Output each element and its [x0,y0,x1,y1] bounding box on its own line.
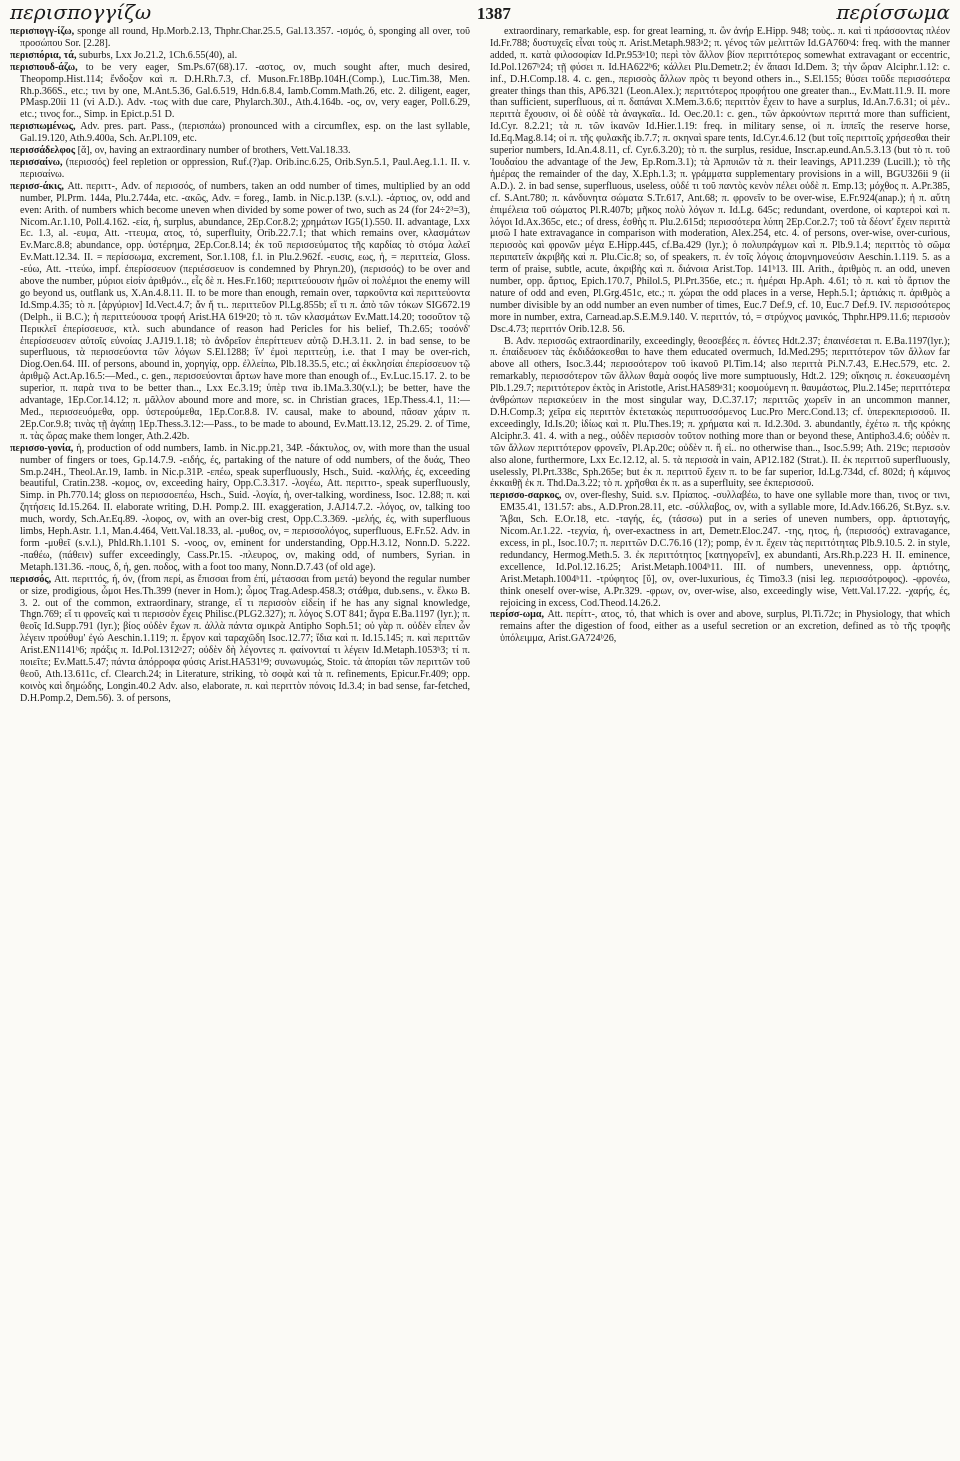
dictionary-entry [10,145,470,157]
left-column [10,26,470,1455]
entry-text: ἡ, production of odd numbers, Iamb. in Nic.pp.21, 34P. -δάκτυλος, ον, with more than the usual number of fingers or toes, Gp.14.7.9. -ειδής, ές, partaking of the nature of odd numbers, of the δυάς, Theo Sm.p.24H., Theol.Ar.19, Iamb. in Nic.p.31P. -επέω, speak superfluously, Hsch., Suid. -καλλής, ές, exceeding beautiful, Cratin.238. -κομος, ον, exceeding hairy, Opp.C.3.317. -λογέω, Att. περιττο-, speak superfluously, Simp. in Ph.770.14; gloss on περισσοεπέω, Hsch., Suid. -λογία, ἡ, over-talking, wordiness, Isoc. 12.88; π. καὶ ζητήσεις Id.15.264. II. elaborate writing, D.H. Pomp.2. III. exaggeration, J.AJ14.7.2. -λόγος, ον, talking too much, wordy, Sch.Ar.Eq.89. -λοφος, ον, with an over-big crest, Opp.C.3.369. -μελής, ές, with superfluous limbs, Heph.Astr. 1.1, Man.4.464, Vett.Val.18.33, al. -μυθος, ον, = περισσολόγος, superfluous, E.Fr.52. Adv. in form -μυθεῖ (s.v.l.), Phld.Rh.1.101 S. -νοος, ον, eminent for understanding, Opp.H.3.12, Nonn.D. 5.222. -παθέω, (πάθειν) suffer exceedingly, Cass.Pr.15. -πλευρος, ον, making odd, of numbers, Syrian. in Metaph.131.36. -πους, δ, ἡ, gen. ποδος, with a foot too many, Nonn.D.7.43 (of old age). [20,442,470,573]
right-guide-word: περίσσωμα [836,0,950,24]
dictionary-entry [490,336,950,491]
dictionary-entry [10,26,470,50]
entry-lemma: περισσός, [10,573,52,585]
entry-text: (περισσός) feel repletion or oppression, Ruf.(?)ap. Orib.inc.6.25, Orib.Syn.5.1, Paul.Aeg.1.1. II. v. περισαίνω. [20,156,470,180]
entry-text: ον, over-fleshy, Suid. s.v. Πρίαπος. -συλλαβέω, to have one syllable more than, τινος or τινι, EM35.41, 131.57: abs., A.D.Pron.28.11, etc. -σύλλαβος, ον, with a syllable more, Id.Adv.166.26, St.Byz. s.v. Ἄβαι, Sch. E.Or.18, etc. -ταγής, ές, (τάσσω) put in a series of uneven numbers, opp. ἀρτιοταγής, Nicom.Ar.1.22. -τεχνία, ἡ, over-exactness in art, Demetr.Eloc.247. -της, ητος, ἡ, (περισσός) extravagance, excess, in pl., Isoc.10.7; π. περιττῶν D.C.76.16 (1?); pomp, ἐν π. ἔχειν τὰς περιττότητας Plb.9.10.5. 2. in style, redundancy, Hermog.Meth.5. 3. ἐκ περιττότητος [κατηγορεῖν], ex abundanti, Ars.Rh.p.223 H. II. eminence, excellence, Id.Pol.12.16.25; Arist.Metaph.1004ᵇ11. III. of numbers, unevenness, opp. ἀρτιότης, Arist.Metaph.1004ᵇ11. -τρύφητος [ῠ], ον, over-luxurious, ἐς Timo3.3 (nisi leg. περισσότροφος). -φρονέω, think oneself over-wise, A.Pr.329. -φρων, ον, over-wise, also, exceedingly wise, Vett.Val.17.22. -χαρής, ές, rejoicing in excess, Cod.Theod.14.26.2. [500,490,950,609]
entry-lemma: περισπουδ-άζω, [10,61,78,73]
text-columns [10,26,950,1455]
entry-text: Adv. pres. part. Pass., (περισπάω) pronounced with a circumflex, esp. on the last syllable, Gal.19.120, Ath.9.400a, Sch. Ar.Pl.109, etc. [20,121,470,145]
dictionary-entry [10,443,470,574]
entry-text: sponge all round, Hp.Morb.2.13, Thphr.Char.25.5, Gal.13.357. -ισμός, ὁ, sponging all over, τοῦ προσώπου Sor. [2.28]. [20,26,470,49]
entry-text: Att. περιττός, ή, όν, (from περί, as ἔπισσαι from ἐπί, μέτασσαι from μετά) beyond the regular number or size, prodigious, ὦμοι Hes.Th.399 (never in Hom.); ὦμος Trag.Adesp.458.3; στάθμα, dub.sens., v. ἕλκω B. 3. 2. out of the common, extraordinary, strange, εἴ τι περισσὸν εἰδείη if he has any signal knowledge, Thgn.769; εἴ τι φρονεῖς καὶ τι περισσὸν ἔχεις Philisc.(PLG2.327); π. λόγος S.OT 841; ἄγρα E.Ba.1197 (lyr.); π. θεοῖς Id.Supp.791 (lyr.); βίος οὐδὲν ἔχων π. ἀλλὰ πάντα σμικρὰ Antipho Soph.51; οὐ γὰρ π. οὐδὲν εἶπεν ὧν λέγειν προύθυμ' ἐγώ Aeschin.1.119; π. ἔργον καὶ ταραχῶδη Isoc.12.77; ἴδια καὶ π. Id.15.145; π. καὶ περιττῶν Arist.EN1141ᵇ6; πράξις π. Id.Pol.1312ᵃ27; οὐδὲν δὴ λέγοντες π. φαίνονταί τι λέγειν Id.Metaph.1053ᵇ3; τί π. ποιεῖτε; Ev.Matt.5.47; πάντα ἀπόρροφα φύσις Arist.HA531ᵇ9; συνωνυμώς, Stoic. τὰ ἀπορίαι τῶν περιττῶν τοῦ θεοῦ, Ath.13.611c, cf. Clearch.24; in Literature, striking, τὸ σοφὰ καὶ τὰ π. refinements, Epicur.Fr.409; opp. κοινὸς καὶ δημώδης, Longin.40.2 Adv. also, elaborate, π. καὶ περιττὸν πόνοις Id.3.4; in bad sense, far-fetched, D.H.Pomp.2, Dem.56). 3. of persons, [20,573,470,704]
entry-text: [ᾰ], ον, having an extraordinary number of brothers, Vett.Val.18.33. [77,145,351,157]
entry-lemma: περισσαίνω, [10,156,63,168]
dictionary-entry [490,26,950,336]
entry-lemma: περισπόρια, τά, [10,49,77,61]
entry-text: to be very eager, Sm.Ps.67(68).17. -αστος, ον, much sought after, much desired, Theopomp.Hist.114; ἔνδοξον καὶ π. D.H.Rh.7.3, cf. Muson.Fr.18Bp.104H.(Comp.), Luc.Tim.38, Men. Rh.p.366S., etc.; τινι by one, M.Ant.5.36, Gal.6.519, Hdn.6.8.4, Iamb.Comm.Math.26, etc. 2. diligent, eager, PMasp.20ii 11 (vi A.D.). Adv. -τως with due care, Phylarch.30J., Ath.4.164b. -ος, ον, very eager, Poll.6.29, etc.; τινος for.., Simp. in Epict.p.51 D. [20,61,470,121]
dictionary-entry [10,62,470,122]
entry-lemma: περισπογγ-ίζω, [10,26,75,37]
left-guide-word: περισπογγίζω [10,0,152,24]
entry-lemma: περισσ-άκις, [10,180,64,192]
entry-lemma: περισσάδελφος [10,145,76,157]
right-column [490,26,950,1455]
entry-text: extraordinary, remarkable, esp. for great learning, π. ὢν ἀνήρ E.Hipp. 948; τοὺς.. π. καὶ τὶ πράσσοντας πλέον Id.Fr.788; δυστυχεῖς εἶναι τοὺς π. Arist.Metaph.983ᵃ2; π. γένος τῶν μελιττῶν Id.GA760ᵃ4: freq. with the manner added, π. κατὰ φιλοσοφίαν Id.Pr.953ᵃ10; περὶ τὸν ἄλλον βίον περιττότερος somewhat extravagant or eccentric, Id.Pol.1267ᵇ24; τῇ φύσει π. Id.HA622ᵇ6; κάλλει Plu.Demetr.2; ἐν ἅπασι Id.Dem. 3; τὴν ὥραν Alciphr.1.12: c. inf., D.H.Comp.18. 4. c. gen., περισσὸς ἄλλων πρὸς τι beyond others in.., S.El.155; θύσει τοῦδε περισσότερα greater things than this, AP6.321 (Leon.Alex.); περιττότερος προφήτου one greater than.., Ev.Matt.11.9. II. more than sufficient, superfluous, αἱ π. δαπάναι X.Mem.3.6.6; περιττὸν ἔχειν to have a surplus, Id.An.7.6.31; οἱ μὲν.. περιττὰ ἔχουσιν, οἱ δὲ οὐδὲ τὰ ἀναγκαῖα.. Id. Oec.20.1: c. gen., τῶν ἀρκούντων περιττά more than sufficient, Id.Cyr. 8.2.21; τὰ π. τῶν ἱκανῶν Id.Hier.1.19: freq. in military sense, οἱ π. ἱππεῖς the reserve horse, Id.Eq.Mag.8.14; οἱ π. τῆς φυλακῆς ib.7.7; π. σκηναὶ spare tents, Id.Cyr.4.6.12 (but τοῖς περιττοῖς χρήσεσθαι their superior numbers, Id.An.4.8.11, cf. Cyr.6.3.20); τὸ π. the surplus, residue, Inscr.ap.eund.An.5.3.13 (but τὸ π. τοῦ Ἰουδαίου the advantage of the Jew, Ep.Rom.3.1); τὰ Ἀρπυιῶν τὰ π. their leavings, AP11.239 (Lucill.); τὸ τῆς ἡμέρας the remainder of the day, X.Eph.1.3; π. γράμματα supplementary provisions in a will, BGU326ii 9 (ii A.D.). 2. in bad sense, superfluous, useless, οὐδέ τι τοῦ παντὸς κενὸν πέλει οὐδὲ π. Emp.13; μόχθος π. A.Pr.385, cf. S.Ant.780; π. κάνδυνητα σώματα S.Tr.617, Ant.68; π. φρονεῖν to be over-wise, E.Fr.924(anap.); ἡ π. αὕτη ἐπιμέλεια τοῦ σώματος Pl.R.407b; μῆκος πολὺ λόγων π. Id.Lg. 645c; redundant, overdone, οἱ καρτεροὶ καὶ π. λόγοι Id.Ax.365c, etc.; of dress, ἐσθὴς π. Plu.2.615d; περισσότερα λύπη 2Ep.Cor.2.7; τοῦ τὰ δέοντ' ἔχειν περιττὰ μισῶ I hate extravagance in comparison with moderation, Alex.254, etc. 4. of persons, over-wise, over-curious, περισσὸς καὶ φρονῶν μέγα E.Hipp.445, cf.Ba.429 (lyr.); ὁ πολυπράγμων καὶ π. Plb.9.1.4; περιττὸς τὸ σῶμα περιπατεῖν ἀκριβῆς καὶ π. Plu.Cic.8; so, of speakers, π. ἐν τοῖς λόγοις ἀπομνημονεύσιν Aeschin.1.119. 5. as a term of praise, subtle, acute, ἀκριβὴς καὶ π. διάνοια Arist.Top. 141ᵇ13. III. Arith., ἀριθμὸς π. an odd, uneven number, opp. ἄρτιος, Epich.170.7, Philol.5, Pl.Prt.356e, etc.; π. ἡμέραι Hp.Aph. 4.61; τὸ π. καὶ τὸ ἄρτιον the nature of odd and even, Pl.Grg.451c, etc.; π. χώραι the odd places in a verse, Heph.5.1; ἀρτιάκις π. ἀριθμὸς a number divisible by an odd number an even number of times, Euc.7 Def.9, cf. 10, Euc.7 Def.9. IV. περισσότερος more in number, extra, Carnead.ap.S.E.M.9.140. V. περιττόν, τό, = στρύχνος μανικός, Thphr.HP9.11.6; περισσὸν Dsc.4.73; περιττόν Orib.12.8. 56. [490,26,950,335]
dictionary-entry [490,609,950,645]
entry-text: suburbs, Lxx Jo.21.2, 1Ch.6.55(40), al. [79,49,238,61]
dictionary-entry [10,157,470,181]
entry-lemma: περισσο-γονία, [10,442,74,454]
dictionary-entry [490,490,950,609]
entry-lemma: περισσο-σαρκος, [490,490,562,502]
entry-lemma: περίσσ-ωμα, [490,609,544,621]
page-header [10,0,950,22]
entry-text: B. Adv. περισσῶς extraordinarily, exceedingly, θεοσεβέες π. ἐόντες Hdt.2.37; ἐπαινέσεται π. E.Ba.1197(lyr.); π. ἐπαίδευσεν τὰς ἐκδιδάσκεσθαι to have them educated overmuch, Id.Med.295; περιττότερον τῶν ἄλλων far above all others, Isoc.3.44; περισσότερον τοῦ ἱκανοῦ Pl.Tim.14; also περιττὰ Pi.N.7.43, E.Hec.579, etc. 2. remarkably, περισσότερον τῶν ἄλλων θαμὰ σοφός live more sumptuously, Hdt.2. 129; οἴκησις π. ἐσκευασμένη Plb.1.29.7; περιττότερον ἐκτὸς in Aristotle, Arist.HA589ᵃ31; κοσμούμενη π. θαυμάστως, Plu.2.145e; περιττότερα ἀνθρώπων περισκεύειν in the most singular way, D.C.37.17; περιττῶς χωρεῖν in an uncommon manner, D.H.Comp.3; χεῖρα εἰς περιττὸν ἐκτετακὼς περιπτυσσόμενος Luc.Pro Merc.Cond.13; cf. ὑπερεκπερισσοῦ. II. exceedingly, Id.Is.20; ἰδίως καὶ π. Plu.Thes.19; π. χρήματα καὶ π. Id.2.30d. 3. abundantly, ἐχέτω π. τῆς κρόκης Alciphr.3. 41. 4. with a neg., οὐδὲν περισσὸν τοῦτον nothing more than or beyond these, Antipho3.4.6; οὐδὲν π. τῶν ἄλλων περιττότερον φρονεῖν, Pl.Ap.20c; οὐδὲν π. ἢ εἰ.. no otherwise than.., Isoc.5.99; Ath. 219c; περισσὸν also alone, furthermore, Lxx Ec.12.12, al. 5. τὰ περισσὰ in vain, AP12.182 (Strat.). II. ἐκ περιττοῦ superfluously, uselessly, Pl.Prt.338c, Sph.265e; but ἐκ π. περιττοῦ ἔχειν π. to be far superior, Id.Lg.734d, cf. 802d; ἡ κάμινος ἐκκαιθῇ ἐκ π. Thd.Da.3.22; τὸ π. χρῆσθαι ἐκ π. as a superfluity, see ἐκπερισσοῦ. [490,335,950,490]
dictionary-entry [10,181,470,443]
entry-lemma: περισπωμένως, [10,121,76,133]
dictionary-entry [10,121,470,145]
dictionary-entry [10,574,470,705]
dictionary-entry [10,50,470,62]
entry-text: Att. περίττ-, ατος, τό, that which is over and above, surplus, Pl.Ti.72c; in Physiology, that which remains after the digestion of food, either as a useful secretion or an excretion, defined as τὸ τῆς τροφῆς ὑπόλειμμα, Arist.GA724ᵇ26, [500,609,950,645]
entry-text: Att. περιττ-, Adv. of περισσός, of numbers, taken an odd number of times, multiplied by an odd number, Pl.Prm. 144a, Plu.2.744a, etc. -ακῶς, Adv. = foreg., Iamb. in Nic.p.13P. (s.v.l.). -άρτιος, ον, odd and even: Arith. of numbers which become uneven when divided by some power of two, such as 24 (for 24÷2³=3), Nicom.Ar.1.10, Poll.4.162. -εία, ἡ, surplus, abundance, 2Ep.Cor.8.2; χρημάτων IG5(1).550. II. advantage, Lxx Ec. 1.3, al. -ευμα, Att. -ττευμα, ατος, τό, superfluity, Orib.22.7.1; that which remains over, κλασμάτων Ev.Marc.8.8; abundance, opp. ὑστέρημα, 2Ep.Cor.8.14; ἐκ τοῦ περισσεύματος τῆς καρδίας τὸ στόμα λαλεῖ Ev.Matt.12.34. II. = περίσσωμα, excrement, Sor.1.108, f.l. in Plu.2.962f. -ευσις, εως, ἡ, = περιττεία, Gloss. -εύω, Att. -ττεύω, impf. ἐπερίσσευον (περιέσσευον is condemned by Phryn.20), (περισσός) to be over and above the number, μύριοι εἰσὶν ἀριθμόν.., εἷς δὲ π. Hes.Fr.160; περιττεύουσιν ἡμῶν οἱ πολέμιοι the enemy will go beyond us, outflank us, X.An.4.8.11. II. to be more than enough, remain over, ταρκοῦντα καὶ περιττεύοντα Id.Smp.4.35; τὸ π. [ἀργύριον] Id.Vect.4.7; ἄν ἤ τι.. περιττεῦον Pl.Lg.855b; εἴ τι π. ἀπὸ τῶν τόκων SIG672.19 (Delph., ii B.C.); ἡ περιττεύουσα τροφή Arist.HA 619ᵃ20; τὸ π. τῶν κλασμάτων Ev.Matt.14.20; τοσοῦτον τῷ Περικλεῖ ἐπερίσσευσε, κτλ. such abundance of reason had Pericles for his belief, Th.2.65; τοσόνδ' ἐπερίσσευσεν αὐτοῖς εὐνοίας J.AJ19.1.18; τὸ ἀνδρεῖον ἐπερίττευεν αὐτῷ D.H.3.11. 2. in bad sense, to be superfluous, τὰ περισσεύοντα τῶν λόγων S.El.1288; ἵν' ἐμοὶ περιττεύῃ, i.e. that I may be over-rich, Diog.Oen.64. III. of persons, abound in, χορηγίᾳ, opp. ἐλλείπω, Plb.18.35.5, etc.; αἱ ἐκκλησίαι ἐπερίσσευον τῷ ἀριθμῷ Act.Ap.16.5:—Med., c. gen., περισσεύονται ἄρτων have more than enough of.., Ev.Luc.15.17. 2. to be superior, π. παρὰ τινα to be better than.., Lxx Ec.3.19; ὑπὲρ τινα ib.1Ma.3.30(v.l.); be better, have the advantage, 1Ep.Cor.14.12; π. μᾶλλον abound more and more, sc. in Christian graces, 1Ep.Thess.4.1, 11:—Med., περισσευόμεθα, opp. ὑστερούμεθα, 1Ep.Cor.8.8. IV. causal, make to abound, πᾶσαν χάριν π. 2Ep.Cor.9.8; τινὰς τῇ ἀγάπῃ 1Ep.Thess.3.12:—Pass., to be made to abound, Ev.Matt.13.12, 25.29. 2. of Time, π. τὰς ὥρας make them longer, Ath.2.42b. [20,180,470,442]
page-number: 1387 [476,4,511,23]
